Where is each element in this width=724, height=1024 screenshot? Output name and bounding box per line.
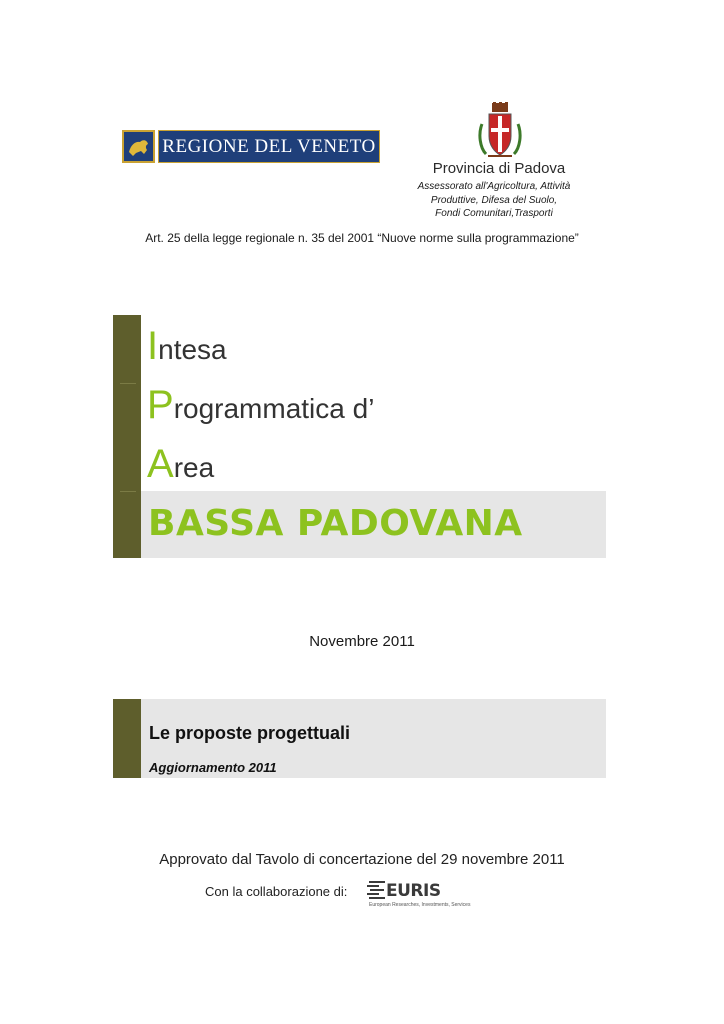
euris-stripes-icon — [367, 880, 387, 902]
euris-wordmark: EURIS — [386, 881, 441, 901]
assessorato-line: Fondi Comunitari,Trasporti — [435, 208, 553, 219]
title-rest: ntesa — [158, 334, 227, 365]
title-initial: P — [147, 383, 174, 427]
assessorato-line: Produttive, Difesa del Suolo, — [430, 194, 558, 206]
title-line-intesa — [147, 326, 227, 370]
euris-tagline: European Researches, Investments, Services — [369, 902, 471, 908]
provincia-padova-name: Provincia di Padova — [432, 160, 566, 177]
area-name-heading: BASSA PADOVANA — [148, 503, 523, 544]
assessorato-text — [414, 180, 574, 221]
legal-reference: Art. 25 della legge regionale n. 35 del 2001 “Nuove norme sulla programmazione” — [145, 231, 579, 245]
title-line-programmatica — [147, 385, 374, 429]
section-subheading: Aggiornamento 2011 — [149, 760, 277, 775]
regione-veneto-plate — [158, 130, 380, 163]
title-initial: I — [147, 324, 159, 368]
approval-note: Approvato dal Tavolo di concertazione del 29 novembre 2011 — [159, 851, 565, 868]
euris-logo — [367, 878, 471, 912]
document-date: Novembre 2011 — [309, 633, 415, 650]
bar-divider — [120, 383, 136, 384]
provincia-padova-crest-icon — [478, 102, 522, 160]
regione-veneto-logo — [122, 130, 380, 163]
regione-veneto-text: REGIONE DEL VENETO — [162, 136, 376, 157]
title-side-bar — [113, 315, 141, 558]
title-rest: rogrammatica d’ — [173, 393, 375, 424]
section-heading: Le proposte progettuali — [149, 723, 351, 743]
title-initial: A — [147, 442, 174, 486]
collaboration-label: Con la collaborazione di: — [205, 884, 348, 899]
title-rest: rea — [173, 452, 215, 483]
lion-of-st-mark-icon — [122, 130, 155, 163]
bar-divider — [120, 491, 136, 492]
title-line-area — [147, 444, 214, 488]
section-side-bar — [113, 699, 141, 778]
assessorato-line: Assessorato all'Agricoltura, Attività — [417, 181, 571, 192]
